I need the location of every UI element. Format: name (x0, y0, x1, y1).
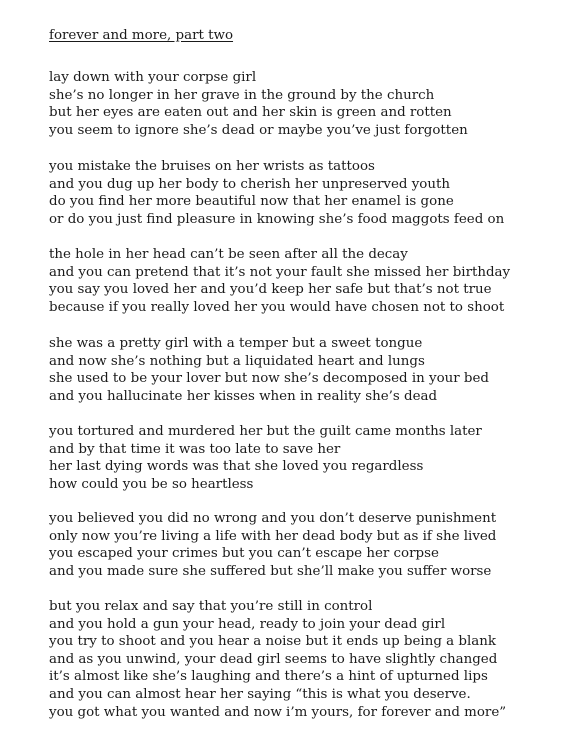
stanza-2 (49, 158, 504, 228)
poem-line: and as you unwind, your dead girl seems to have slightly changed (49, 651, 498, 667)
stanza-7 (49, 598, 506, 721)
poem-line: and you can almost hear her saying “this is what you deserve. (49, 686, 471, 702)
poem-line: her last dying words was that she loved you regardless (49, 459, 424, 475)
poem-line: the hole in her head can’t be seen after all the decay (49, 247, 408, 262)
stanza-1 (49, 69, 468, 139)
poem-line: but her eyes are eaten out and her skin is green and rotten (49, 105, 452, 121)
poem-line: how could you be so heartless (49, 476, 254, 492)
poem-line: it’s almost like she’s laughing and there’s a hint of upturned lips (49, 669, 488, 685)
poem-line: and now she’s nothing but a liquidated heart and lungs (49, 353, 425, 369)
poem-line: do you find her more beautiful now that her enamel is gone (49, 194, 454, 210)
poem-line: you seem to ignore she’s dead or maybe you’ve just forgotten (49, 122, 468, 138)
stanza-4 (49, 335, 489, 405)
poem-line: lay down with your corpse girl (49, 70, 257, 85)
stanza-6 (49, 510, 496, 580)
poem-line: she used to be your lover but now she’s decomposed in your bed (49, 371, 489, 387)
stanza-3 (49, 246, 510, 316)
poem-title: forever and more, part two (49, 28, 234, 43)
poem-line: because if you really loved her you would have chosen not to shoot (49, 299, 505, 315)
poem-line: she was a pretty girl with a temper but a sweet tongue (49, 336, 423, 351)
poem-line: and you dug up her body to cherish her unpreserved youth (49, 176, 450, 192)
poem-line: you got what you wanted and now i’m yours, for forever and more” (49, 704, 507, 720)
poem-line: you believed you did no wrong and you don’t deserve punishment (49, 511, 497, 526)
poem-line: and you hallucinate her kisses when in reality she’s dead (49, 388, 438, 404)
poem-line: or do you just find pleasure in knowing she’s food maggots feed on (49, 211, 505, 227)
poem-line: only now you’re living a life with her dead body but as if she lived (49, 528, 497, 544)
poem-line: you say you loved her and you’d keep her safe but that’s not true (49, 282, 492, 298)
poem-line: you mistake the bruises on her wrists as tattoos (49, 159, 375, 174)
poem-line: you try to shoot and you hear a noise but it ends up being a blank (49, 634, 496, 650)
stanza-5 (49, 423, 482, 493)
poem-line: and you made sure she suffered but she’ll make you suffer worse (49, 563, 492, 579)
poem-line: you tortured and murdered her but the guilt came months later (49, 424, 482, 439)
poem-line: and you can pretend that it’s not your fault she missed her birthday (49, 264, 511, 280)
poem-line: and by that time it was too late to save her (49, 441, 341, 457)
poem-line: you escaped your crimes but you can’t escape her corpse (49, 546, 439, 562)
poem-line: but you relax and say that you’re still in control (49, 599, 373, 614)
poem-line: she’s no longer in her grave in the ground by the church (49, 87, 435, 103)
poem-line: and you hold a gun your head, ready to join your dead girl (49, 616, 446, 632)
